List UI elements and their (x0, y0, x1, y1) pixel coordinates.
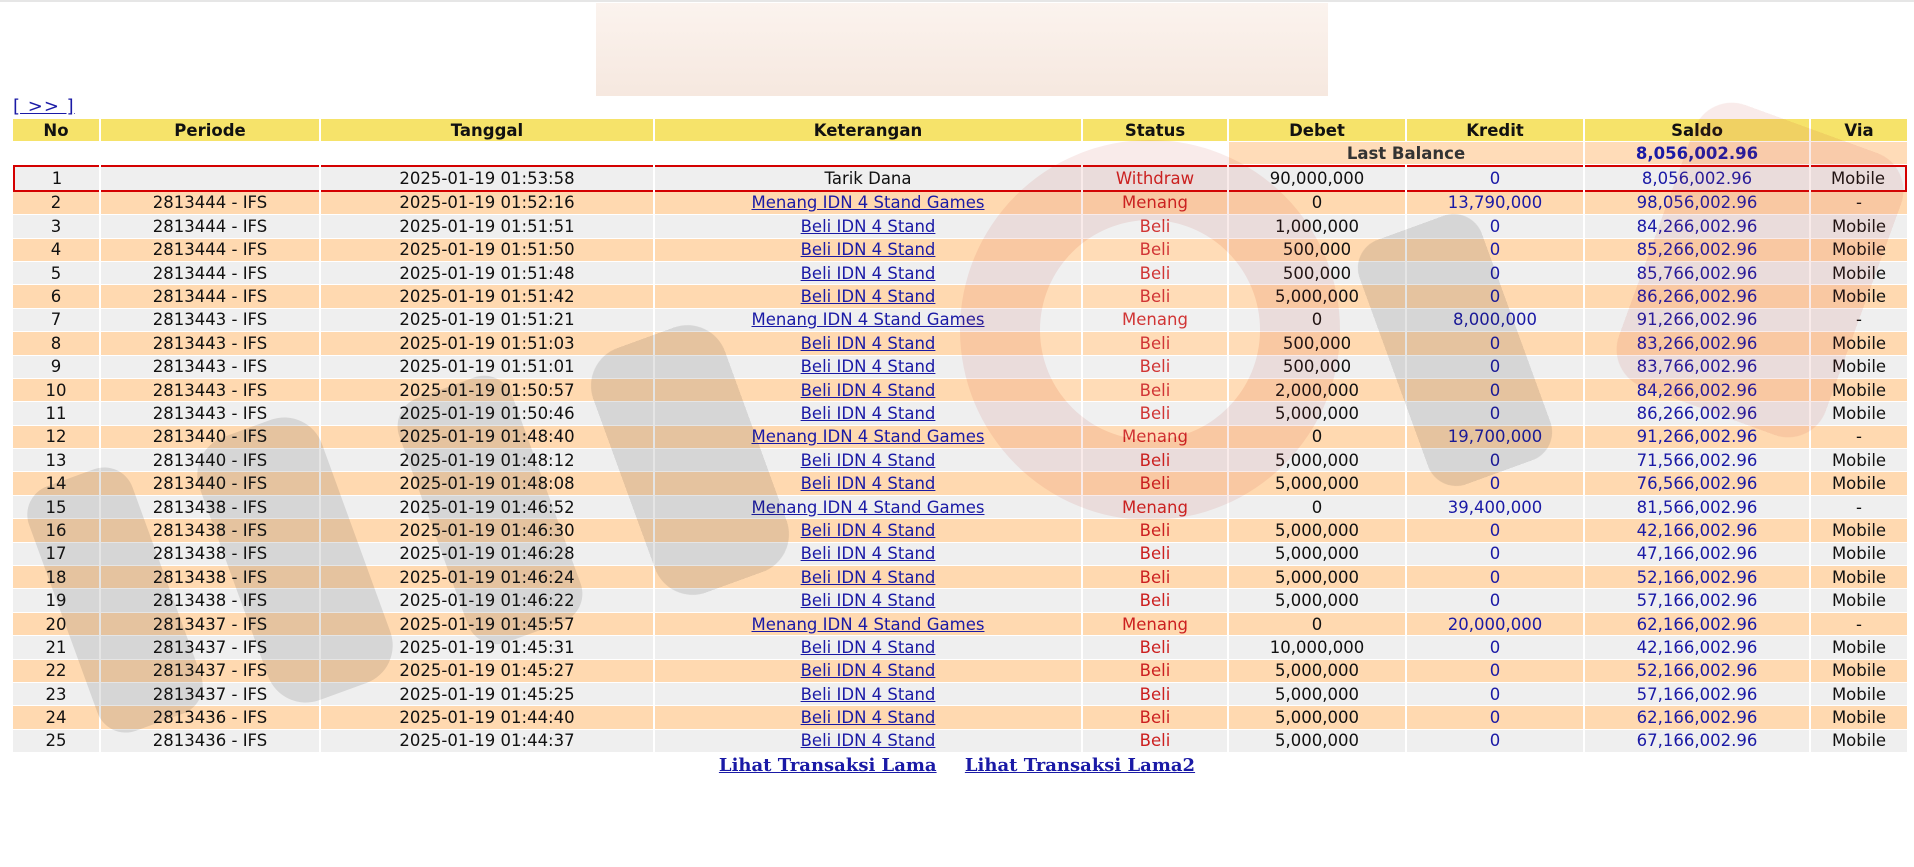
cell-kredit: 0 (1407, 285, 1583, 308)
cell-status: Beli (1083, 239, 1227, 262)
cell-no: 8 (13, 332, 99, 355)
next-page-link[interactable]: [ >> ] (13, 96, 75, 117)
col-header-status: Status (1083, 119, 1227, 142)
last-balance-label: Last Balance (1229, 142, 1583, 165)
cell-periode: 2813438 - IFS (101, 589, 319, 612)
cell-tanggal: 2025-01-19 01:48:12 (321, 449, 653, 472)
cell-no: 15 (13, 496, 99, 519)
table-row (13, 519, 1907, 542)
cell-periode: 2813444 - IFS (101, 285, 319, 308)
cell-periode: 2813443 - IFS (101, 402, 319, 425)
cell-tanggal: 2025-01-19 01:45:31 (321, 636, 653, 659)
cell-periode: 2813438 - IFS (101, 519, 319, 542)
col-header-periode: Periode (101, 119, 319, 142)
cell-status: Beli (1083, 356, 1227, 379)
cell-no: 14 (13, 472, 99, 495)
table-row (13, 660, 1907, 683)
cell-status: Beli (1083, 332, 1227, 355)
cell-kredit: 8,000,000 (1407, 309, 1583, 332)
cell-saldo: 52,166,002.96 (1585, 566, 1809, 589)
table-row (13, 379, 1907, 402)
cell-debet: 0 (1229, 426, 1405, 449)
cell-periode: 2813437 - IFS (101, 613, 319, 636)
cell-keterangan (655, 356, 1081, 379)
cell-kredit: 0 (1407, 402, 1583, 425)
cell-via: Mobile (1811, 706, 1907, 729)
cell-status: Beli (1083, 589, 1227, 612)
cell-periode: 2813436 - IFS (101, 730, 319, 753)
transaction-detail-link[interactable]: Beli IDN 4 Stand (800, 731, 936, 751)
col-header-debet: Debet (1229, 119, 1405, 142)
cell-no: 22 (13, 660, 99, 683)
transaction-detail-link[interactable]: Beli IDN 4 Stand (800, 474, 936, 494)
transaction-detail-link[interactable]: Beli IDN 4 Stand (800, 333, 936, 353)
cell-saldo: 42,166,002.96 (1585, 519, 1809, 542)
cell-kredit: 0 (1407, 566, 1583, 589)
table-row (13, 566, 1907, 589)
cell-saldo: 57,166,002.96 (1585, 683, 1809, 706)
table-row (13, 613, 1907, 636)
cell-status: Menang (1083, 613, 1227, 636)
cell-periode: 2813444 - IFS (101, 262, 319, 285)
cell-keterangan (655, 589, 1081, 612)
cell-via: Mobile (1811, 660, 1907, 683)
cell-keterangan (655, 215, 1081, 238)
cell-saldo: 47,166,002.96 (1585, 543, 1809, 566)
cell-via: - (1811, 192, 1907, 215)
cell-status: Withdraw (1083, 165, 1227, 191)
cell-periode (101, 165, 319, 191)
cell-via: Mobile (1811, 356, 1907, 379)
cell-tanggal: 2025-01-19 01:46:24 (321, 566, 653, 589)
cell-periode: 2813437 - IFS (101, 636, 319, 659)
cell-keterangan (655, 730, 1081, 753)
cell-tanggal: 2025-01-19 01:46:30 (321, 519, 653, 542)
transaction-detail-link[interactable]: Beli IDN 4 Stand (800, 567, 936, 587)
cell-periode: 2813437 - IFS (101, 683, 319, 706)
cell-kredit: 0 (1407, 472, 1583, 495)
transaction-detail-link[interactable]: Beli IDN 4 Stand (800, 708, 936, 728)
cell-debet: 5,000,000 (1229, 402, 1405, 425)
cell-status: Menang (1083, 192, 1227, 215)
table-row (13, 402, 1907, 425)
cell-kredit: 0 (1407, 165, 1583, 191)
cell-kredit: 0 (1407, 589, 1583, 612)
cell-kredit: 0 (1407, 519, 1583, 542)
cell-tanggal: 2025-01-19 01:51:50 (321, 239, 653, 262)
cell-tanggal: 2025-01-19 01:46:52 (321, 496, 653, 519)
cell-debet: 5,000,000 (1229, 706, 1405, 729)
cell-tanggal: 2025-01-19 01:48:08 (321, 472, 653, 495)
table-row (13, 285, 1907, 308)
cell-tanggal: 2025-01-19 01:46:22 (321, 589, 653, 612)
table-row (13, 636, 1907, 659)
cell-status: Beli (1083, 402, 1227, 425)
table-row (13, 683, 1907, 706)
old-transactions-link[interactable]: Lihat Transaksi Lama (718, 755, 937, 776)
cell-status: Beli (1083, 566, 1227, 589)
table-row (13, 165, 1907, 191)
cell-debet: 1,000,000 (1229, 215, 1405, 238)
cell-status: Beli (1083, 706, 1227, 729)
cell-debet: 5,000,000 (1229, 449, 1405, 472)
cell-keterangan (655, 636, 1081, 659)
cell-saldo: 86,266,002.96 (1585, 285, 1809, 308)
cell-status: Beli (1083, 660, 1227, 683)
cell-periode: 2813444 - IFS (101, 239, 319, 262)
cell-debet: 5,000,000 (1229, 543, 1405, 566)
cell-kredit: 0 (1407, 356, 1583, 379)
cell-debet: 500,000 (1229, 239, 1405, 262)
cell-kredit: 0 (1407, 543, 1583, 566)
cell-keterangan (655, 683, 1081, 706)
cell-tanggal: 2025-01-19 01:53:58 (321, 165, 653, 191)
cell-debet: 5,000,000 (1229, 589, 1405, 612)
cell-via: Mobile (1811, 589, 1907, 612)
cell-no: 13 (13, 449, 99, 472)
cell-tanggal: 2025-01-19 01:44:37 (321, 730, 653, 753)
cell-keterangan (655, 285, 1081, 308)
cell-via: Mobile (1811, 262, 1907, 285)
cell-tanggal: 2025-01-19 01:51:01 (321, 356, 653, 379)
cell-status: Beli (1083, 730, 1227, 753)
cell-no: 18 (13, 566, 99, 589)
cell-via: Mobile (1811, 730, 1907, 753)
cell-status: Beli (1083, 285, 1227, 308)
transaction-detail-link[interactable]: Menang IDN 4 Stand Games (751, 614, 985, 634)
table-row (13, 543, 1907, 566)
cell-saldo: 85,266,002.96 (1585, 239, 1809, 262)
cell-saldo: 52,166,002.96 (1585, 660, 1809, 683)
cell-no: 20 (13, 613, 99, 636)
cell-periode: 2813443 - IFS (101, 309, 319, 332)
cell-via: Mobile (1811, 285, 1907, 308)
cell-debet: 0 (1229, 192, 1405, 215)
cell-tanggal: 2025-01-19 01:52:16 (321, 192, 653, 215)
cell-saldo: 42,166,002.96 (1585, 636, 1809, 659)
last-balance-via (1811, 142, 1907, 165)
cell-no: 6 (13, 285, 99, 308)
col-header-tanggal: Tanggal (321, 119, 653, 142)
cell-keterangan (655, 660, 1081, 683)
cell-keterangan (655, 309, 1081, 332)
cell-tanggal: 2025-01-19 01:51:21 (321, 309, 653, 332)
cell-periode: 2813436 - IFS (101, 706, 319, 729)
cell-via: Mobile (1811, 215, 1907, 238)
transaction-detail-link[interactable]: Beli IDN 4 Stand (800, 544, 936, 564)
cell-via: - (1811, 309, 1907, 332)
cell-tanggal: 2025-01-19 01:51:48 (321, 262, 653, 285)
cell-tanggal: 2025-01-19 01:45:27 (321, 660, 653, 683)
cell-debet: 0 (1229, 309, 1405, 332)
cell-keterangan (655, 449, 1081, 472)
cell-via: Mobile (1811, 402, 1907, 425)
cell-status: Beli (1083, 683, 1227, 706)
cell-tanggal: 2025-01-19 01:51:51 (321, 215, 653, 238)
cell-tanggal: 2025-01-19 01:50:57 (321, 379, 653, 402)
cell-tanggal: 2025-01-19 01:45:57 (321, 613, 653, 636)
cell-tanggal: 2025-01-19 01:44:40 (321, 706, 653, 729)
cell-debet: 2,000,000 (1229, 379, 1405, 402)
cell-debet: 90,000,000 (1229, 165, 1405, 191)
cell-no: 23 (13, 683, 99, 706)
cell-debet: 5,000,000 (1229, 566, 1405, 589)
table-row (13, 356, 1907, 379)
cell-saldo: 71,566,002.96 (1585, 449, 1809, 472)
transaction-table (11, 119, 1909, 753)
cell-periode: 2813438 - IFS (101, 543, 319, 566)
transaction-detail-link[interactable]: Menang IDN 4 Stand Games (751, 427, 985, 447)
cell-periode: 2813440 - IFS (101, 426, 319, 449)
cell-kredit: 0 (1407, 660, 1583, 683)
table-header-row (13, 119, 1907, 142)
cell-via: Mobile (1811, 683, 1907, 706)
cell-status: Menang (1083, 426, 1227, 449)
cell-status: Menang (1083, 496, 1227, 519)
cell-keterangan (655, 613, 1081, 636)
table-row (13, 449, 1907, 472)
cell-kredit: 0 (1407, 706, 1583, 729)
cell-no: 1 (13, 165, 99, 191)
cell-periode: 2813444 - IFS (101, 215, 319, 238)
cell-saldo: 62,166,002.96 (1585, 706, 1809, 729)
transaction-detail-link[interactable]: Beli IDN 4 Stand (800, 287, 936, 307)
cell-status: Beli (1083, 262, 1227, 285)
cell-via: Mobile (1811, 566, 1907, 589)
cell-tanggal: 2025-01-19 01:46:28 (321, 543, 653, 566)
cell-keterangan (655, 262, 1081, 285)
cell-saldo: 84,266,002.96 (1585, 379, 1809, 402)
cell-saldo: 57,166,002.96 (1585, 589, 1809, 612)
cell-tanggal: 2025-01-19 01:48:40 (321, 426, 653, 449)
cell-via: Mobile (1811, 379, 1907, 402)
last-balance-spacer (13, 142, 1227, 165)
cell-periode: 2813440 - IFS (101, 472, 319, 495)
table-row (13, 730, 1907, 753)
cell-saldo: 91,266,002.96 (1585, 426, 1809, 449)
cell-debet: 5,000,000 (1229, 472, 1405, 495)
cell-saldo: 62,166,002.96 (1585, 613, 1809, 636)
cell-via: Mobile (1811, 332, 1907, 355)
table-row (13, 262, 1907, 285)
top-divider (0, 0, 1914, 2)
cell-status: Beli (1083, 449, 1227, 472)
cell-kredit: 39,400,000 (1407, 496, 1583, 519)
transaction-detail-link[interactable]: Beli IDN 4 Stand (800, 380, 936, 400)
cell-saldo: 86,266,002.96 (1585, 402, 1809, 425)
cell-debet: 10,000,000 (1229, 636, 1405, 659)
cell-via: - (1811, 426, 1907, 449)
transaction-detail-link[interactable]: Beli IDN 4 Stand (800, 357, 936, 377)
table-row (13, 472, 1907, 495)
cell-debet: 0 (1229, 496, 1405, 519)
table-row (13, 496, 1907, 519)
cell-keterangan (655, 426, 1081, 449)
cell-kredit: 0 (1407, 262, 1583, 285)
cell-saldo: 85,766,002.96 (1585, 262, 1809, 285)
cell-debet: 500,000 (1229, 332, 1405, 355)
cell-debet: 0 (1229, 613, 1405, 636)
cell-keterangan (655, 706, 1081, 729)
cell-no: 24 (13, 706, 99, 729)
cell-no: 12 (13, 426, 99, 449)
cell-no: 17 (13, 543, 99, 566)
transaction-detail-link[interactable]: Beli IDN 4 Stand (800, 450, 936, 470)
cell-saldo: 91,266,002.96 (1585, 309, 1809, 332)
cell-kredit: 0 (1407, 215, 1583, 238)
cell-status: Beli (1083, 636, 1227, 659)
transaction-detail-link[interactable]: Menang IDN 4 Stand Games (751, 193, 985, 213)
cell-kredit: 19,700,000 (1407, 426, 1583, 449)
cell-kredit: 0 (1407, 683, 1583, 706)
cell-debet: 500,000 (1229, 356, 1405, 379)
cell-tanggal: 2025-01-19 01:45:25 (321, 683, 653, 706)
cell-status: Beli (1083, 472, 1227, 495)
cell-keterangan: Tarik Dana (655, 165, 1081, 191)
transaction-detail-link[interactable]: Beli IDN 4 Stand (800, 684, 936, 704)
col-header-saldo: Saldo (1585, 119, 1809, 142)
cell-via: Mobile (1811, 543, 1907, 566)
cell-no: 7 (13, 309, 99, 332)
cell-status: Beli (1083, 543, 1227, 566)
cell-periode: 2813443 - IFS (101, 356, 319, 379)
cell-via: Mobile (1811, 636, 1907, 659)
last-balance-row (13, 142, 1907, 165)
cell-keterangan (655, 566, 1081, 589)
cell-keterangan (655, 543, 1081, 566)
cell-via: Mobile (1811, 449, 1907, 472)
transaction-detail-link[interactable]: Menang IDN 4 Stand Games (751, 310, 985, 330)
cell-no: 25 (13, 730, 99, 753)
cell-keterangan (655, 332, 1081, 355)
table-row (13, 426, 1907, 449)
cell-kredit: 0 (1407, 730, 1583, 753)
cell-no: 21 (13, 636, 99, 659)
cell-tanggal: 2025-01-19 01:50:46 (321, 402, 653, 425)
cell-periode: 2813437 - IFS (101, 660, 319, 683)
transaction-detail-link[interactable]: Beli IDN 4 Stand (800, 520, 936, 540)
cell-status: Beli (1083, 519, 1227, 542)
table-row (13, 309, 1907, 332)
old-transactions-link-2[interactable]: Lihat Transaksi Lama2 (964, 755, 1196, 776)
table-row (13, 192, 1907, 215)
transaction-detail-link[interactable]: Beli IDN 4 Stand (800, 591, 936, 611)
cell-debet: 5,000,000 (1229, 730, 1405, 753)
cell-tanggal: 2025-01-19 01:51:42 (321, 285, 653, 308)
cell-periode: 2813443 - IFS (101, 332, 319, 355)
cell-keterangan (655, 192, 1081, 215)
cell-periode: 2813444 - IFS (101, 192, 319, 215)
cell-kredit: 0 (1407, 239, 1583, 262)
cell-no: 10 (13, 379, 99, 402)
table-row (13, 706, 1907, 729)
table-row (13, 239, 1907, 262)
cell-periode: 2813440 - IFS (101, 449, 319, 472)
table-row (13, 589, 1907, 612)
cell-kredit: 20,000,000 (1407, 613, 1583, 636)
cell-keterangan (655, 519, 1081, 542)
cell-keterangan (655, 379, 1081, 402)
cell-kredit: 0 (1407, 636, 1583, 659)
cell-no: 4 (13, 239, 99, 262)
last-balance-value: 8,056,002.96 (1585, 142, 1809, 165)
cell-kredit: 0 (1407, 449, 1583, 472)
cell-no: 5 (13, 262, 99, 285)
cell-saldo: 76,566,002.96 (1585, 472, 1809, 495)
cell-saldo: 81,566,002.96 (1585, 496, 1809, 519)
cell-saldo: 84,266,002.96 (1585, 215, 1809, 238)
cell-debet: 5,000,000 (1229, 519, 1405, 542)
cell-tanggal: 2025-01-19 01:51:03 (321, 332, 653, 355)
cell-no: 9 (13, 356, 99, 379)
cell-via: - (1811, 496, 1907, 519)
cell-no: 3 (13, 215, 99, 238)
transaction-detail-link[interactable]: Beli IDN 4 Stand (800, 216, 936, 236)
cell-debet: 5,000,000 (1229, 683, 1405, 706)
transaction-detail-link[interactable]: Beli IDN 4 Stand (800, 263, 936, 283)
table-row (13, 332, 1907, 355)
cell-no: 11 (13, 402, 99, 425)
cell-periode: 2813443 - IFS (101, 379, 319, 402)
cell-saldo: 8,056,002.96 (1585, 165, 1809, 191)
cell-keterangan (655, 496, 1081, 519)
cell-status: Beli (1083, 379, 1227, 402)
col-header-no: No (13, 119, 99, 142)
cell-saldo: 67,166,002.96 (1585, 730, 1809, 753)
cell-via: - (1811, 613, 1907, 636)
cell-via: Mobile (1811, 239, 1907, 262)
cell-no: 16 (13, 519, 99, 542)
cell-status: Menang (1083, 309, 1227, 332)
transaction-detail-link[interactable]: Beli IDN 4 Stand (800, 637, 936, 657)
col-header-kredit: Kredit (1407, 119, 1583, 142)
transaction-detail-link[interactable]: Beli IDN 4 Stand (800, 240, 936, 260)
cell-saldo: 98,056,002.96 (1585, 192, 1809, 215)
cell-kredit: 0 (1407, 379, 1583, 402)
transaction-detail-link[interactable]: Menang IDN 4 Stand Games (751, 497, 985, 517)
col-header-via: Via (1811, 119, 1907, 142)
cell-debet: 5,000,000 (1229, 660, 1405, 683)
cell-saldo: 83,766,002.96 (1585, 356, 1809, 379)
cell-keterangan (655, 402, 1081, 425)
cell-via: Mobile (1811, 519, 1907, 542)
cell-via: Mobile (1811, 165, 1907, 191)
cell-keterangan (655, 239, 1081, 262)
cell-status: Beli (1083, 215, 1227, 238)
cell-periode: 2813438 - IFS (101, 496, 319, 519)
table-row (13, 215, 1907, 238)
transaction-detail-link[interactable]: Beli IDN 4 Stand (800, 403, 936, 423)
cell-debet: 500,000 (1229, 262, 1405, 285)
footer-links (0, 755, 1914, 776)
cell-periode: 2813438 - IFS (101, 566, 319, 589)
header-banner (596, 3, 1328, 96)
cell-no: 19 (13, 589, 99, 612)
cell-debet: 5,000,000 (1229, 285, 1405, 308)
col-header-keterangan: Keterangan (655, 119, 1081, 142)
cell-keterangan (655, 472, 1081, 495)
cell-kredit: 13,790,000 (1407, 192, 1583, 215)
cell-no: 2 (13, 192, 99, 215)
transaction-detail-link[interactable]: Beli IDN 4 Stand (800, 661, 936, 681)
cell-saldo: 83,266,002.96 (1585, 332, 1809, 355)
cell-via: Mobile (1811, 472, 1907, 495)
cell-kredit: 0 (1407, 332, 1583, 355)
